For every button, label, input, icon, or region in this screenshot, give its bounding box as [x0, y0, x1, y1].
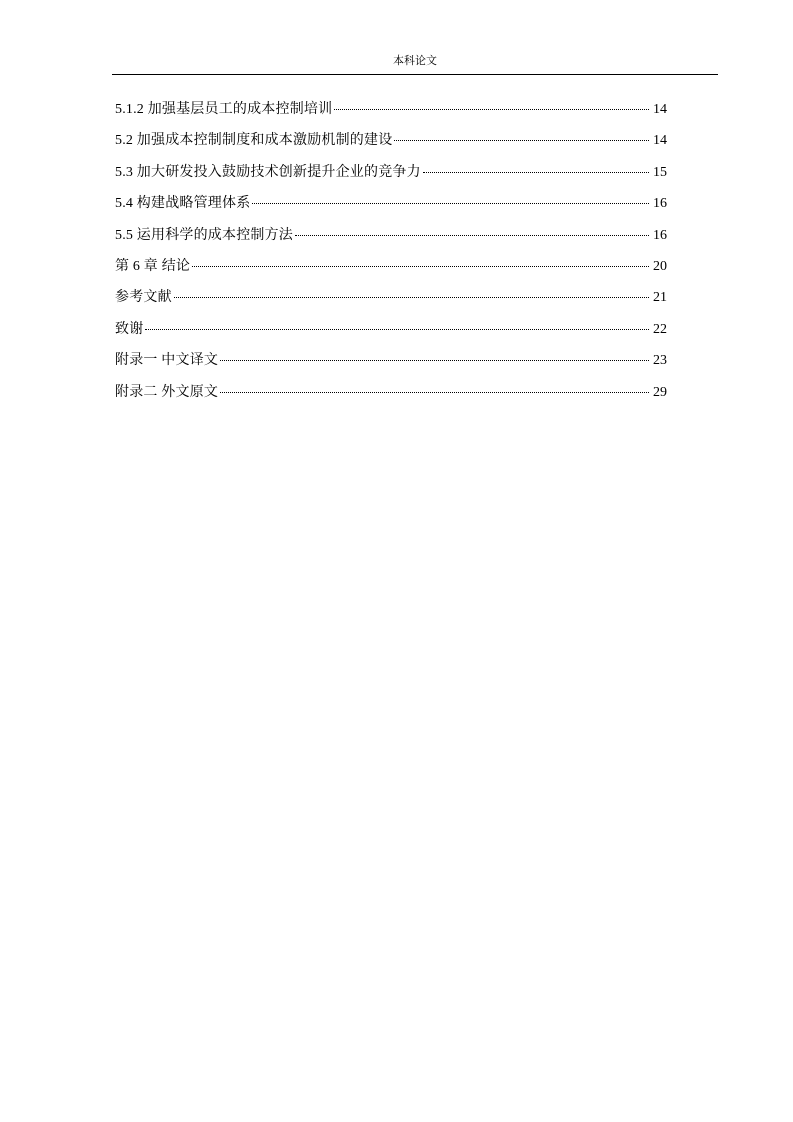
toc-entry-page: 15: [653, 164, 667, 180]
toc-dot-leader: [145, 328, 649, 330]
toc-entry-page: 14: [653, 102, 667, 117]
toc-entry-title: 参考文献: [115, 290, 172, 306]
toc-entry-title: 5.5 运用科学的成本控制方法: [115, 227, 293, 243]
toc-entry[interactable]: [115, 382, 667, 413]
toc-dot-leader: [334, 108, 649, 110]
toc-entry-title: 第 6 章 结论: [115, 258, 191, 274]
toc-dot-leader: [394, 139, 649, 141]
toc-entry-title: 5.2 加强成本控制制度和成本激励机制的建设: [115, 133, 393, 149]
toc-entry-page: 14: [653, 133, 667, 149]
toc-entry-page: 16: [653, 227, 667, 243]
toc-entry-title: 5.1.2 加强基层员工的成本控制培训: [115, 102, 333, 117]
table-of-contents: [115, 99, 667, 413]
toc-entry-page: 22: [653, 321, 667, 337]
toc-dot-leader: [220, 391, 649, 393]
toc-entry[interactable]: [115, 225, 667, 256]
header-title: 本科论文: [393, 55, 437, 67]
toc-entry-page: 20: [653, 258, 667, 274]
toc-entry[interactable]: [115, 319, 667, 350]
toc-entry[interactable]: [115, 287, 667, 318]
toc-dot-leader: [192, 265, 649, 267]
page-header: [112, 54, 718, 75]
toc-entry-page: 16: [653, 196, 667, 212]
toc-entry[interactable]: [115, 193, 667, 224]
toc-entry-page: 29: [653, 384, 667, 400]
toc-dot-leader: [220, 359, 649, 361]
toc-entry[interactable]: [115, 256, 667, 287]
toc-dot-leader: [252, 202, 649, 204]
toc-entry-title: 5.4 构建战略管理体系: [115, 196, 251, 212]
toc-dot-leader: [423, 171, 649, 173]
toc-dot-leader: [174, 296, 649, 298]
toc-entry-title: 附录二 外文原文: [115, 384, 219, 400]
toc-entry-title: 5.3 加大研发投入鼓励技术创新提升企业的竞争力: [115, 164, 421, 180]
toc-entry[interactable]: [115, 99, 667, 130]
toc-entry-page: 23: [653, 353, 667, 369]
toc-entry[interactable]: [115, 130, 667, 161]
toc-entry-title: 附录一 中文译文: [115, 353, 219, 369]
toc-entry[interactable]: [115, 162, 667, 193]
toc-entry[interactable]: [115, 350, 667, 381]
toc-dot-leader: [295, 234, 649, 236]
toc-entry-title: 致谢: [115, 321, 144, 337]
toc-entry-page: 21: [653, 290, 667, 306]
